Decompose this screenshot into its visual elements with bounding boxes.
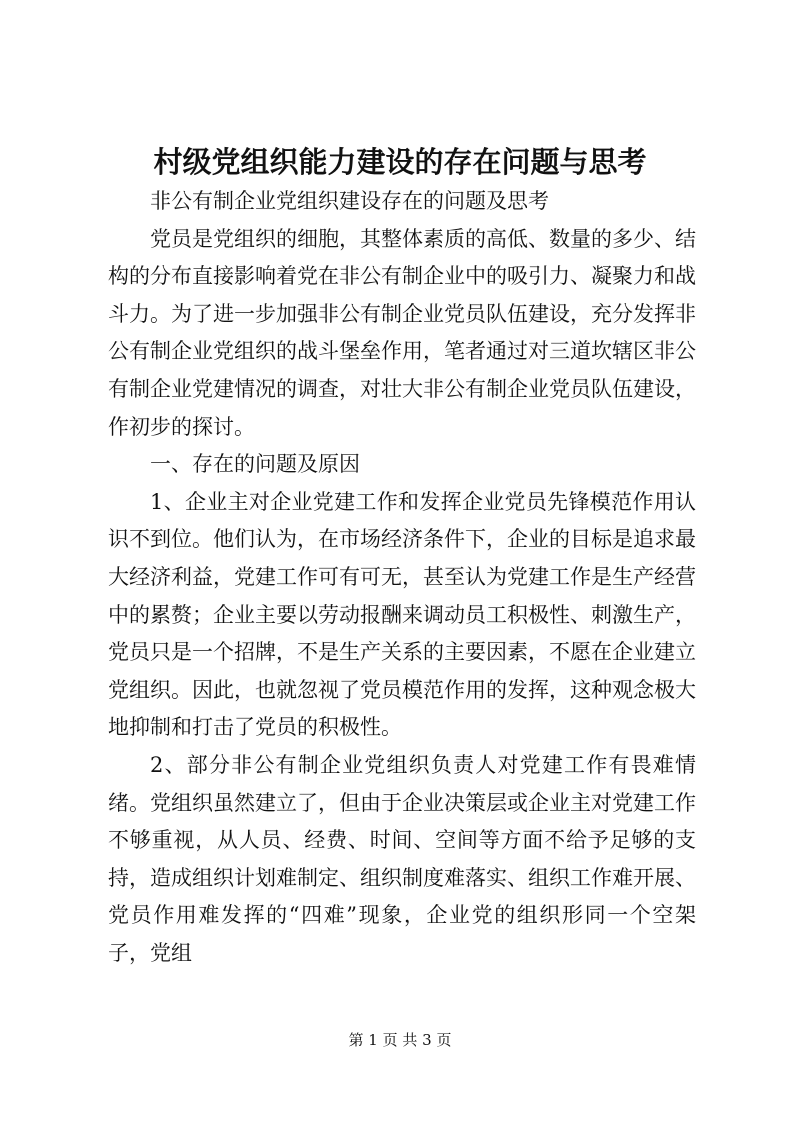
- body-paragraph: 党员是党组织的细胞，其整体素质的高低、数量的多少、结构的分布直接影响着党在非公有制企业中的吸引力、凝聚力和战斗力。为了进一步加强非公有制企业党员队伍建设，充分发挥非公有制企业党组织的战斗堡垒作用，笔者通过对三道坎辖区非公有制企业党建情况的调查，对壮大非公有制企业党员队伍建设，作初步的探讨。: [108, 226, 696, 439]
- section-heading: 一、存在的问题及原因: [150, 452, 360, 477]
- body-paragraph: 2、部分非公有制企业党组织负责人对党建工作有畏难情绪。党组织虽然建立了，但由于企业决策层或企业主对党建工作不够重视，从人员、经费、时间、空间等方面不给予足够的支持，造成组织计划难制定、组织制度难落实、组织工作难开展、党员作用难发挥的“四难”现象，企业党的组织形同一个空架子，党组: [108, 752, 696, 965]
- page-number-footer: 第 1 页 共 3 页: [348, 1031, 452, 1049]
- body-paragraph: 1、企业主对企业党建工作和发挥企业党员先锋模范作用认识不到位。他们认为，在市场经济条件下，企业的目标是追求最大经济利益，党建工作可有可无，甚至认为党建工作是生产经营中的累赘；企业主要以劳动报酬来调动员工积极性、刺激生产，党员只是一个招牌，不是生产关系的主要因素，不愿在企业建立党组织。因此，也就忽视了党员模范作用的发挥，这种观念极大地抑制和打击了党员的积极性。: [108, 489, 696, 740]
- document-title: 村级党组织能力建设的存在问题与思考: [153, 145, 647, 179]
- document-body: [108, 183, 696, 972]
- subtitle-paragraph: 非公有制企业党组织建设存在的问题及思考: [150, 189, 549, 213]
